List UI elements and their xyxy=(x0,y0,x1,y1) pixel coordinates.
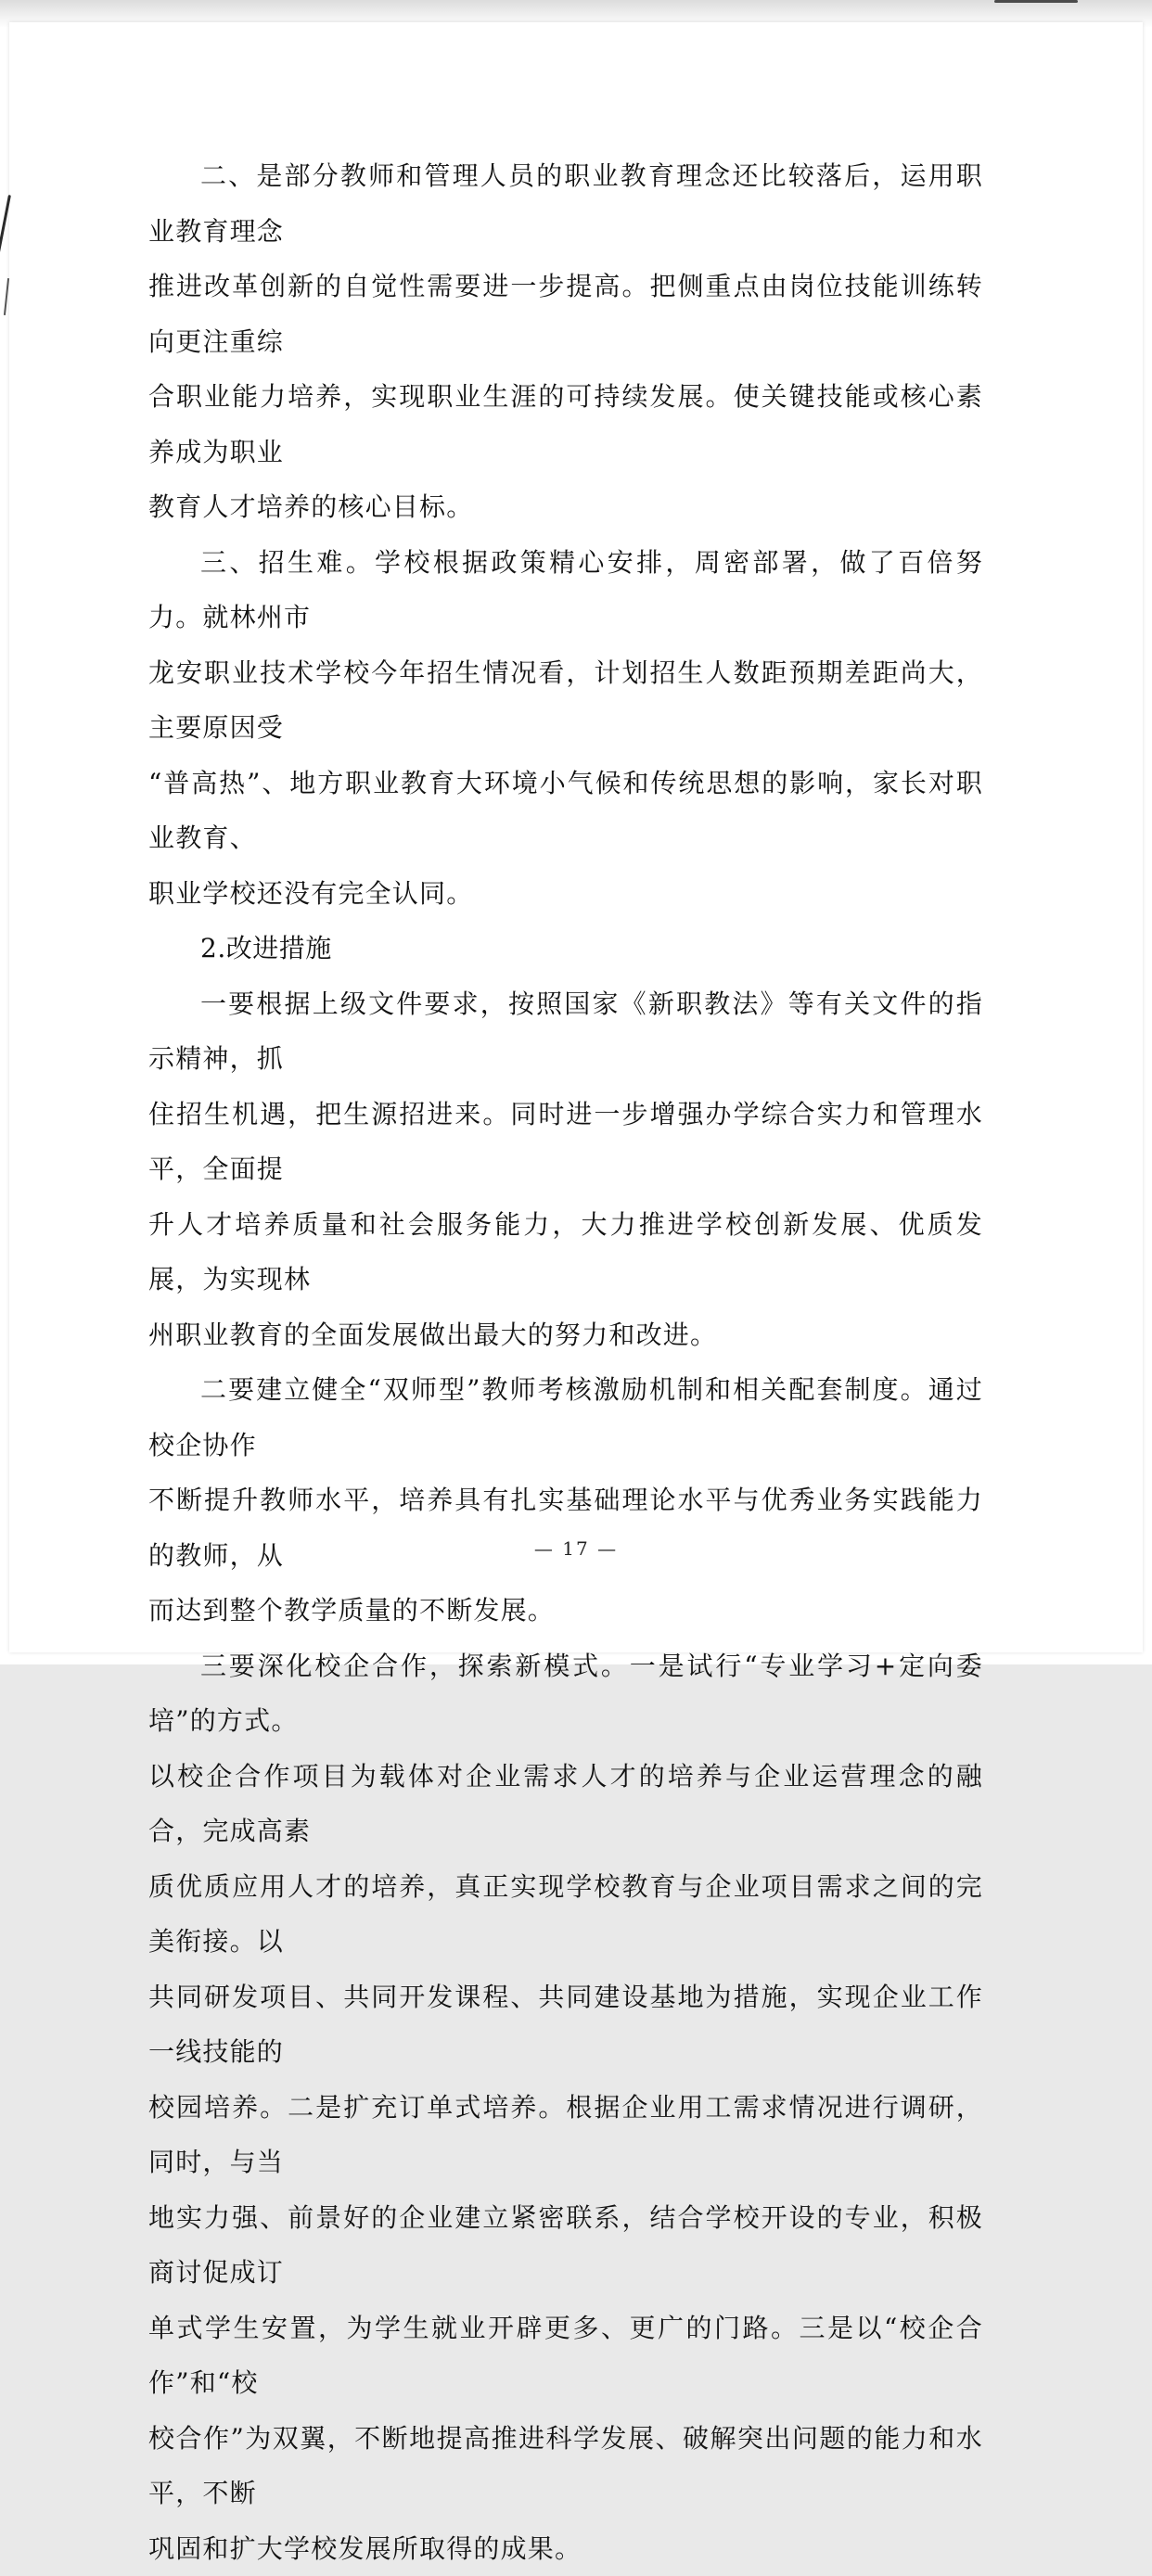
text-line: 职业学校还没有完全认同。 xyxy=(148,866,983,922)
scan-artifact-top xyxy=(994,0,1078,3)
text-line: 推进改革创新的自觉性需要进一步提高。把侧重点由岗位技能训练转向更注重综 xyxy=(148,259,983,369)
section-heading xyxy=(148,921,983,976)
text-line: 校园培养。二是扩充订单式培养。根据企业用工需求情况进行调研，同时，与当 xyxy=(148,2080,983,2190)
text-line: 单式学生安置，为学生就业开辟更多、更广的门路。三是以“校企合作”和“校 xyxy=(148,2301,983,2411)
text-line: 住招生机遇，把生源招进来。同时进一步增强办学综合实力和管理水平，全面提 xyxy=(148,1087,983,1197)
text-line: 二要建立健全“双师型”教师考核激励机制和相关配套制度。通过校企协作 xyxy=(148,1362,983,1473)
text-line: 教育人才培养的核心目标。 xyxy=(148,479,983,535)
text-line: “普高热”、地方职业教育大环境小气候和传统思想的影响，家长对职业教育、 xyxy=(148,756,983,866)
text-line: 以校企合作项目为载体对企业需求人才的培养与企业运营理念的融合，完成高素 xyxy=(148,1749,983,1859)
text-line: 合职业能力培养，实现职业生涯的可持续发展。使关键技能或核心素养成为职业 xyxy=(148,369,983,479)
text-line: 升人才培养质量和社会服务能力，大力推进学校创新发展、优质发展，为实现林 xyxy=(148,1197,983,1307)
paragraph-measure-3 xyxy=(148,1639,983,2576)
paragraph-measure-2 xyxy=(148,1362,983,1639)
page-number: — 17 — xyxy=(0,1537,1152,1560)
text-line: 而达到整个教学质量的不断发展。 xyxy=(148,1583,983,1639)
document-body xyxy=(148,148,983,2576)
text-line: 地实力强、前景好的企业建立紧密联系，结合学校开设的专业，积极商讨促成订 xyxy=(148,2190,983,2301)
text-line: 共同研发项目、共同开发课程、共同建设基地为措施，实现企业工作一线技能的 xyxy=(148,1970,983,2080)
text-line: 不断提升教师水平，培养具有扎实基础理论水平与优秀业务实践能力的教师，从 xyxy=(148,1473,983,1583)
paragraph-measure-1 xyxy=(148,976,983,1363)
text-line: 龙安职业技术学校今年招生情况看，计划招生人数距预期差距尚大，主要原因受 xyxy=(148,645,983,756)
text-line: 三要深化校企合作，探索新模式。一是试行“专业学习+定向委培”的方式。 xyxy=(148,1639,983,1749)
heading-text: 2.改进措施 xyxy=(148,921,983,976)
paragraph-problem-3 xyxy=(148,535,983,922)
text-line: 质优质应用人才的培养，真正实现学校教育与企业项目需求之间的完美衔接。以 xyxy=(148,1859,983,1970)
text-line: 三、招生难。学校根据政策精心安排，周密部署，做了百倍努力。就林州市 xyxy=(148,535,983,645)
text-line: 校合作”为双翼，不断地提高推进科学发展、破解突出问题的能力和水平，不断 xyxy=(148,2411,983,2521)
text-line: 一要根据上级文件要求，按照国家《新职教法》等有关文件的指示精神，抓 xyxy=(148,976,983,1087)
paragraph-problem-2 xyxy=(148,148,983,535)
text-line: 州职业教育的全面发展做出最大的努力和改进。 xyxy=(148,1307,983,1363)
text-line: 巩固和扩大学校发展所取得的成果。 xyxy=(148,2521,983,2576)
text-line: 二、是部分教师和管理人员的职业教育理念还比较落后，运用职业教育理念 xyxy=(148,148,983,259)
